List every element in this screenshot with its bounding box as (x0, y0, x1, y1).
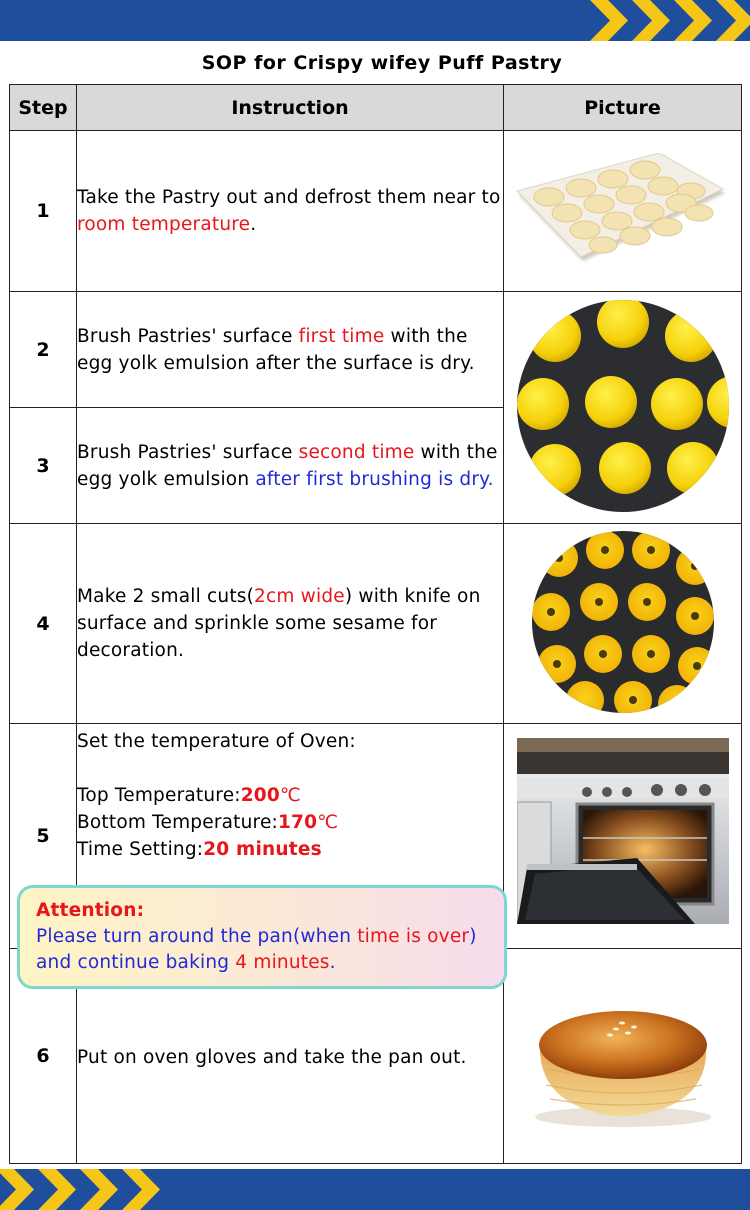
step-picture (504, 724, 742, 949)
bottom-banner (0, 1169, 750, 1210)
table-header-row (10, 85, 742, 131)
baked-puff-pastry-image (528, 999, 718, 1129)
step-picture (504, 949, 742, 1164)
cut-sesame-pastries-image (531, 530, 715, 714)
table-row (10, 524, 742, 724)
step-instruction: Take the Pastry out and defrost them near to room temperature. (77, 131, 504, 292)
step-instruction: Make 2 small cuts(2cm wide) with knife on surface and sprinkle some sesame for decoration. (77, 524, 504, 724)
step-number: 3 (10, 408, 77, 524)
page-title: SOP for Crispy wifey Puff Pastry (201, 52, 563, 74)
step-instruction: Brush Pastries' surface second time with the egg yolk emulsion after first brushing is dry. (77, 408, 504, 524)
oven-setting-bottom: Bottom Temperature:170℃ (77, 812, 339, 833)
table-row (10, 292, 742, 408)
attention-text: Please turn around the pan(when time is over) and continue baking 4 minutes. (36, 926, 477, 973)
oven-setting-time: Time Setting:20 minutes (77, 839, 322, 860)
step-number: 4 (10, 524, 77, 724)
egg-yolk-brushed-pastries-image (515, 298, 731, 514)
step-number: 5 (10, 724, 77, 949)
instruction-column-header: Instruction (77, 85, 504, 131)
step-picture (504, 524, 742, 724)
step-instruction: Brush Pastries' surface first time with the egg yolk emulsion after the surface is dry. (77, 292, 504, 408)
chevron-decoration-icon (590, 0, 750, 41)
step-number: 6 (10, 949, 77, 1164)
sop-table (9, 84, 742, 1164)
attention-heading: Attention: (36, 900, 145, 921)
picture-column-header: Picture (504, 85, 742, 131)
step-number: 1 (10, 131, 77, 292)
table-row (10, 131, 742, 292)
step-picture (504, 131, 742, 292)
step-picture (504, 292, 742, 524)
frozen-pastry-tray-image (511, 153, 735, 265)
oven-setting-top: Top Temperature:200℃ (77, 785, 301, 806)
step-instruction: Put on oven gloves and take the pan out. (77, 949, 504, 1164)
top-banner (0, 0, 750, 41)
step-column-header: Step (10, 85, 77, 131)
oven-intro: Set the temperature of Oven: (77, 731, 356, 752)
step-number: 2 (10, 292, 77, 408)
oven-image (517, 738, 729, 924)
attention-callout (17, 885, 507, 989)
chevron-decoration-icon (0, 1169, 160, 1210)
